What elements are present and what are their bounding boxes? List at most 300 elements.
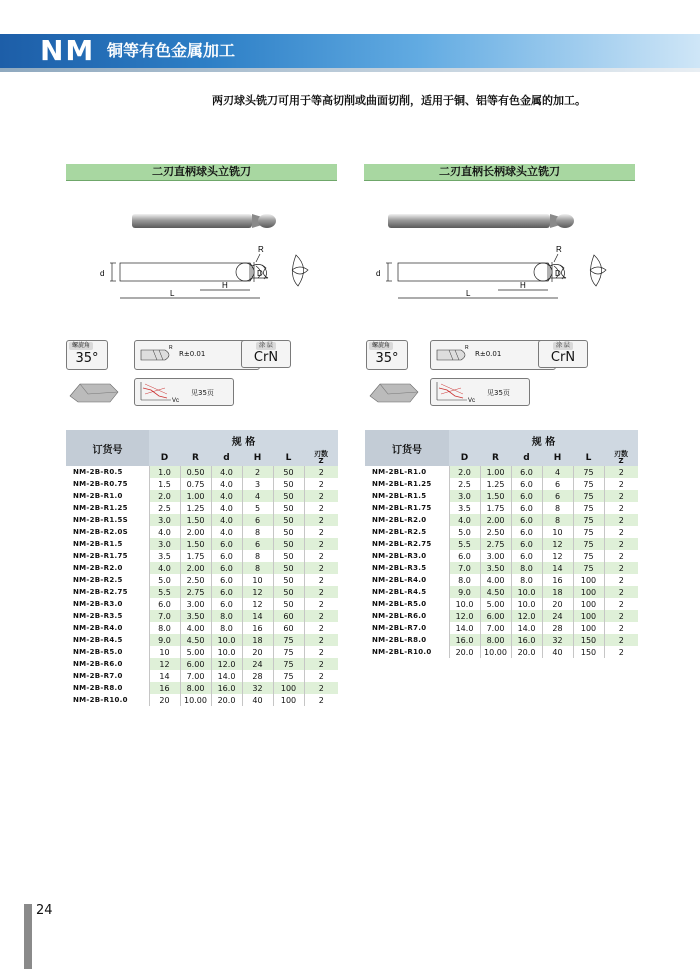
order-code-cell: NM-2B-R7.0: [66, 670, 149, 682]
spec-cell: 1.50: [480, 490, 511, 502]
spec-cell: 6.0: [211, 550, 242, 562]
spec-cell: 2.0: [149, 490, 180, 502]
table-row: [365, 550, 638, 562]
left-tool-drawing: [60, 190, 340, 320]
spec-cell: 14: [242, 610, 273, 622]
right-col-d: d: [511, 450, 542, 466]
spec-cell: 5.0: [449, 526, 480, 538]
table-row: [365, 514, 638, 526]
spec-cell: 6.0: [511, 550, 542, 562]
spec-cell: 75: [573, 562, 604, 574]
spec-cell: 2: [604, 514, 638, 526]
spec-cell: 75: [573, 538, 604, 550]
spec-cell: 50: [273, 550, 304, 562]
spec-cell: 8: [242, 562, 273, 574]
spec-cell: 2: [604, 610, 638, 622]
spec-cell: 2.00: [180, 526, 211, 538]
left-col-D: D: [149, 450, 180, 466]
spec-cell: 60: [273, 622, 304, 634]
spec-cell: 150: [573, 646, 604, 658]
spec-cell: 5.00: [180, 646, 211, 658]
spec-cell: 100: [273, 694, 304, 706]
table-row: [66, 562, 338, 574]
left-helix-value: 35°: [75, 351, 99, 366]
left-dim-d: d: [100, 269, 105, 278]
spec-cell: 50: [273, 514, 304, 526]
spec-cell: 8.00: [480, 634, 511, 646]
spec-cell: 2.50: [180, 574, 211, 586]
spec-cell: 10.0: [511, 598, 542, 610]
left-tolerance-text: R±0.01: [179, 350, 206, 358]
right-dim-L: L: [466, 289, 471, 298]
spec-cell: 2: [304, 610, 338, 622]
spec-cell: 6.0: [211, 574, 242, 586]
spec-cell: 14: [149, 670, 180, 682]
spec-cell: 16.0: [511, 634, 542, 646]
spec-cell: 2: [604, 502, 638, 514]
spec-cell: 20.0: [211, 694, 242, 706]
table-row: [66, 490, 338, 502]
spec-cell: 1.75: [180, 550, 211, 562]
spec-cell: 50: [273, 562, 304, 574]
spec-cell: 3.00: [480, 550, 511, 562]
order-code-cell: NM-2BL-R3.0: [365, 550, 449, 562]
spec-cell: 12: [542, 538, 573, 550]
spec-cell: 6.0: [211, 562, 242, 574]
spec-cell: 7.0: [449, 562, 480, 574]
spec-cell: 6.0: [511, 514, 542, 526]
spec-cell: 75: [573, 550, 604, 562]
spec-cell: 6.0: [511, 538, 542, 550]
spec-cell: 6.0: [211, 538, 242, 550]
table-row: [365, 478, 638, 490]
left-col-Z: 刃数 Z: [304, 450, 338, 466]
spec-cell: 1.00: [180, 490, 211, 502]
spec-cell: 10.0: [449, 598, 480, 610]
order-code-cell: NM-2B-R2.0: [66, 562, 149, 574]
spec-cell: 3.5: [149, 550, 180, 562]
spec-cell: 4: [542, 466, 573, 478]
spec-cell: 6: [242, 538, 273, 550]
table-row: [66, 622, 338, 634]
spec-cell: 75: [573, 466, 604, 478]
spec-cell: 16.0: [449, 634, 480, 646]
right-material-icon: [366, 376, 422, 406]
right-speed-box: [430, 378, 530, 406]
spec-cell: 10.0: [211, 646, 242, 658]
spec-cell: 2: [604, 538, 638, 550]
spec-cell: 6: [242, 514, 273, 526]
spec-cell: 4.0: [149, 562, 180, 574]
table-row: [365, 502, 638, 514]
spec-cell: 2: [304, 550, 338, 562]
spec-cell: 2: [304, 538, 338, 550]
spec-cell: 2: [604, 634, 638, 646]
order-code-cell: NM-2B-R4.0: [66, 622, 149, 634]
order-code-cell: NM-2B-R0.75: [66, 478, 149, 490]
spec-cell: 6.0: [511, 490, 542, 502]
spec-cell: 4.0: [211, 490, 242, 502]
spec-cell: 3.0: [149, 514, 180, 526]
right-helix-label: 螺旋角: [369, 342, 393, 350]
ball-nose-icon: [139, 342, 179, 368]
spec-cell: 12: [242, 598, 273, 610]
order-code-cell: NM-2BL-R2.0: [365, 514, 449, 526]
svg-text:Vc: Vc: [172, 398, 180, 404]
table-row: [66, 682, 338, 694]
header-title: 铜等有色金属加工: [107, 41, 236, 60]
spec-cell: 8: [242, 526, 273, 538]
order-code-cell: NM-2B-R1.75: [66, 550, 149, 562]
spec-cell: 2: [604, 598, 638, 610]
spec-cell: 2.5: [149, 502, 180, 514]
spec-cell: 4.0: [211, 478, 242, 490]
spec-cell: 4.0: [211, 514, 242, 526]
right-speed-chart-icon: [433, 380, 479, 404]
order-code-cell: NM-2B-R4.5: [66, 634, 149, 646]
spec-cell: 1.00: [480, 466, 511, 478]
spec-cell: 0.75: [180, 478, 211, 490]
spec-cell: 6: [542, 490, 573, 502]
right-tolerance-text: R±0.01: [475, 350, 502, 358]
spec-cell: 10.0: [211, 634, 242, 646]
table-row: [66, 646, 338, 658]
table-row: [66, 514, 338, 526]
spec-cell: 2: [604, 586, 638, 598]
spec-cell: 8.0: [149, 622, 180, 634]
spec-cell: 2: [304, 646, 338, 658]
spec-cell: 8.0: [211, 622, 242, 634]
header-shadow: [0, 68, 700, 72]
spec-cell: 75: [273, 646, 304, 658]
spec-cell: 75: [573, 514, 604, 526]
intro-text: 两刃球头铣刀可用于等高切削或曲面切削，适用于铜、铝等有色金属的加工。: [212, 94, 586, 107]
spec-cell: 6.0: [449, 550, 480, 562]
spec-cell: 2: [304, 682, 338, 694]
table-row: [66, 694, 338, 706]
right-helix-value: 35°: [375, 351, 399, 366]
table-row: [365, 610, 638, 622]
order-code-cell: NM-2B-R10.0: [66, 694, 149, 706]
right-col-L: L: [573, 450, 604, 466]
order-code-cell: NM-2B-R3.0: [66, 598, 149, 610]
spec-cell: 2.75: [180, 586, 211, 598]
spec-cell: 4.50: [480, 586, 511, 598]
spec-cell: 5.5: [449, 538, 480, 550]
table-row: [365, 466, 638, 478]
spec-cell: 75: [573, 502, 604, 514]
order-code-cell: NM-2BL-R10.0: [365, 646, 449, 658]
spec-cell: 9.0: [449, 586, 480, 598]
spec-cell: 2: [304, 658, 338, 670]
spec-cell: 2.00: [180, 562, 211, 574]
spec-cell: 2: [604, 550, 638, 562]
spec-cell: 1.0: [149, 466, 180, 478]
spec-cell: 50: [273, 586, 304, 598]
spec-cell: 2: [604, 490, 638, 502]
table-row: [66, 634, 338, 646]
spec-cell: 8: [542, 514, 573, 526]
order-code-cell: NM-2BL-R2.5: [365, 526, 449, 538]
spec-cell: 5.5: [149, 586, 180, 598]
right-dim-D: D: [555, 269, 561, 278]
spec-cell: 20: [149, 694, 180, 706]
table-row: [365, 646, 638, 658]
order-code-cell: NM-2B-R6.0: [66, 658, 149, 670]
spec-cell: 3.00: [180, 598, 211, 610]
left-col-R: R: [180, 450, 211, 466]
spec-cell: 1.25: [480, 478, 511, 490]
spec-cell: 2: [604, 646, 638, 658]
order-code-cell: NM-2BL-R1.25: [365, 478, 449, 490]
spec-cell: 7.00: [480, 622, 511, 634]
spec-cell: 10.0: [511, 586, 542, 598]
spec-cell: 24: [542, 610, 573, 622]
spec-cell: 2.5: [449, 478, 480, 490]
right-tool-drawing: [358, 190, 638, 320]
svg-text:Vc: Vc: [468, 398, 476, 404]
order-code-cell: NM-2BL-R8.0: [365, 634, 449, 646]
spec-cell: 40: [242, 694, 273, 706]
right-spec-table: [365, 430, 638, 658]
table-row: [365, 526, 638, 538]
spec-cell: 8.0: [511, 574, 542, 586]
table-row: [66, 598, 338, 610]
spec-cell: 10: [542, 526, 573, 538]
right-col-R: R: [480, 450, 511, 466]
spec-cell: 5.00: [480, 598, 511, 610]
order-code-cell: NM-2BL-R1.75: [365, 502, 449, 514]
spec-cell: 50: [273, 466, 304, 478]
spec-cell: 4.50: [180, 634, 211, 646]
left-spec-header: 规 格: [149, 430, 338, 450]
spec-cell: 100: [273, 682, 304, 694]
left-section-title: 二刃直柄球头立铣刀: [66, 164, 337, 181]
spec-cell: 8: [242, 550, 273, 562]
spec-cell: 50: [273, 574, 304, 586]
spec-cell: 2: [304, 634, 338, 646]
spec-cell: 2: [304, 526, 338, 538]
spec-cell: 20.0: [449, 646, 480, 658]
table-row: [365, 574, 638, 586]
right-coating-box: [538, 340, 588, 368]
spec-cell: 12.0: [511, 610, 542, 622]
table-row: [66, 466, 338, 478]
ball-nose-icon: [435, 342, 475, 368]
spec-cell: 4.0: [149, 526, 180, 538]
spec-cell: 12: [242, 586, 273, 598]
spec-cell: 2: [304, 622, 338, 634]
spec-cell: 3: [242, 478, 273, 490]
page-bar: [24, 904, 32, 969]
order-code-cell: NM-2BL-R5.0: [365, 598, 449, 610]
left-dim-H: H: [222, 281, 228, 290]
left-order-header: 订货号: [66, 430, 149, 466]
table-row: [66, 574, 338, 586]
spec-cell: 2: [604, 574, 638, 586]
order-code-cell: NM-2B-R2.5: [66, 574, 149, 586]
right-col-D: D: [449, 450, 480, 466]
right-coating-label: 涂 层: [553, 342, 573, 350]
table-row: [66, 526, 338, 538]
right-dim-H: H: [520, 281, 526, 290]
spec-cell: 60: [273, 610, 304, 622]
spec-cell: 6.0: [149, 598, 180, 610]
left-dim-R: R: [258, 245, 264, 254]
order-code-cell: NM-2BL-R1.0: [365, 466, 449, 478]
spec-cell: 14.0: [511, 622, 542, 634]
order-code-cell: NM-2B-R2.0S: [66, 526, 149, 538]
right-spec-header: 规 格: [449, 430, 638, 450]
spec-cell: 75: [573, 526, 604, 538]
spec-cell: 14.0: [211, 670, 242, 682]
order-code-cell: NM-2B-R1.5: [66, 538, 149, 550]
table-row: [66, 658, 338, 670]
order-code-cell: NM-2BL-R2.75: [365, 538, 449, 550]
left-col-d: d: [211, 450, 242, 466]
spec-cell: 8: [542, 502, 573, 514]
spec-cell: 2.50: [480, 526, 511, 538]
table-row: [66, 610, 338, 622]
table-row: [66, 478, 338, 490]
table-row: [66, 538, 338, 550]
spec-cell: 2: [604, 562, 638, 574]
spec-cell: 7.00: [180, 670, 211, 682]
spec-cell: 1.25: [180, 502, 211, 514]
spec-cell: 7.0: [149, 610, 180, 622]
right-dim-d: d: [376, 269, 381, 278]
spec-cell: 32: [542, 634, 573, 646]
spec-cell: 14.0: [449, 622, 480, 634]
spec-cell: 8.00: [180, 682, 211, 694]
spec-cell: 2: [304, 670, 338, 682]
spec-cell: 2: [604, 526, 638, 538]
spec-cell: 10: [242, 574, 273, 586]
spec-cell: 50: [273, 478, 304, 490]
spec-cell: 6.0: [211, 598, 242, 610]
spec-cell: 6.0: [511, 502, 542, 514]
table-row: [66, 502, 338, 514]
spec-cell: 6.00: [180, 658, 211, 670]
spec-cell: 20: [242, 646, 273, 658]
table-row: [66, 550, 338, 562]
spec-cell: 10.00: [480, 646, 511, 658]
spec-cell: 2.0: [449, 466, 480, 478]
order-code-cell: NM-2BL-R6.0: [365, 610, 449, 622]
spec-cell: 1.50: [180, 538, 211, 550]
spec-cell: 10.00: [180, 694, 211, 706]
spec-cell: 50: [273, 598, 304, 610]
order-code-cell: NM-2B-R5.0: [66, 646, 149, 658]
spec-cell: 2: [604, 466, 638, 478]
spec-cell: 14: [542, 562, 573, 574]
order-code-cell: NM-2BL-R3.5: [365, 562, 449, 574]
page-number: 24: [36, 903, 53, 918]
spec-cell: 50: [273, 490, 304, 502]
spec-cell: 16.0: [211, 682, 242, 694]
spec-cell: 18: [242, 634, 273, 646]
order-code-cell: NM-2B-R3.5: [66, 610, 149, 622]
left-helix-box: [66, 340, 108, 370]
spec-cell: 16: [242, 622, 273, 634]
right-col-Z: 刃数 Z: [604, 450, 638, 466]
spec-cell: 2: [304, 466, 338, 478]
left-dim-D: D: [257, 269, 263, 278]
spec-cell: 40: [542, 646, 573, 658]
spec-cell: 2: [304, 598, 338, 610]
spec-cell: 100: [573, 574, 604, 586]
left-col-L: L: [273, 450, 304, 466]
spec-cell: 75: [273, 634, 304, 646]
spec-cell: 75: [573, 490, 604, 502]
table-row: [365, 490, 638, 502]
spec-cell: 16: [542, 574, 573, 586]
left-spec-table: [66, 430, 338, 706]
table-row: [66, 586, 338, 598]
order-code-cell: NM-2BL-R7.0: [365, 622, 449, 634]
left-coating-box: [241, 340, 291, 368]
spec-cell: 20.0: [511, 646, 542, 658]
spec-cell: 28: [542, 622, 573, 634]
spec-cell: 5: [242, 502, 273, 514]
spec-cell: 2: [304, 514, 338, 526]
spec-cell: 8.0: [449, 574, 480, 586]
header-band: [0, 34, 700, 68]
table-row: [365, 634, 638, 646]
spec-cell: 2: [304, 490, 338, 502]
order-code-cell: NM-2B-R1.0: [66, 490, 149, 502]
spec-cell: 6: [542, 478, 573, 490]
spec-cell: 12.0: [211, 658, 242, 670]
right-coating-value: CrN: [550, 350, 576, 365]
spec-cell: 2: [604, 478, 638, 490]
table-row: [365, 622, 638, 634]
spec-cell: 16: [149, 682, 180, 694]
spec-cell: 2: [304, 694, 338, 706]
order-code-cell: NM-2BL-R4.0: [365, 574, 449, 586]
spec-cell: 24: [242, 658, 273, 670]
table-row: [365, 586, 638, 598]
left-material-icon: [66, 376, 122, 406]
spec-cell: 50: [273, 502, 304, 514]
order-code-cell: NM-2B-R2.75: [66, 586, 149, 598]
spec-cell: 4: [242, 490, 273, 502]
spec-cell: 6.00: [480, 610, 511, 622]
spec-cell: 3.5: [449, 502, 480, 514]
spec-cell: 3.50: [180, 610, 211, 622]
table-row: [365, 598, 638, 610]
spec-cell: 2: [304, 586, 338, 598]
spec-cell: 6.0: [511, 478, 542, 490]
spec-cell: 6.0: [211, 586, 242, 598]
spec-cell: 3.0: [149, 538, 180, 550]
right-col-H: H: [542, 450, 573, 466]
spec-cell: 100: [573, 598, 604, 610]
order-code-cell: NM-2B-R0.5: [66, 466, 149, 478]
spec-cell: 20: [542, 598, 573, 610]
spec-cell: 3.0: [449, 490, 480, 502]
right-helix-box: [366, 340, 408, 370]
spec-cell: 1.50: [180, 514, 211, 526]
right-speed-ref: 见35页: [487, 389, 510, 397]
svg-text:R: R: [169, 345, 173, 351]
spec-cell: 2: [242, 466, 273, 478]
right-order-header: 订货号: [365, 430, 449, 466]
spec-cell: 100: [573, 622, 604, 634]
spec-cell: 75: [273, 658, 304, 670]
left-coating-value: CrN: [253, 350, 279, 365]
spec-cell: 4.00: [480, 574, 511, 586]
